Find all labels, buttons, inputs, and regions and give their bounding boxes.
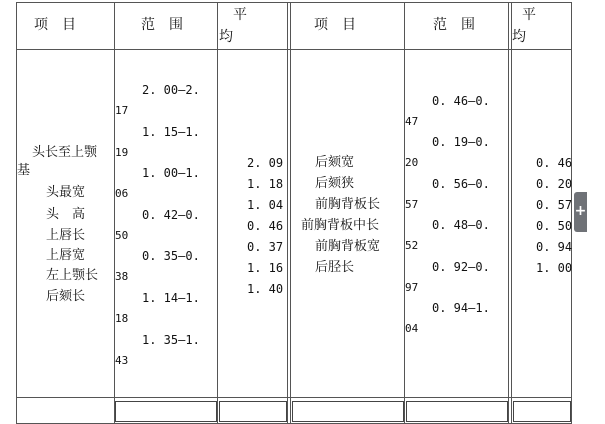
body-bottom-rule <box>16 397 571 398</box>
left-range-5: 1. 14—1. <box>142 291 200 305</box>
left-range-4: 0. 35—0. <box>142 249 200 263</box>
plus-icon: + <box>574 203 587 219</box>
header-bottom-rule <box>16 49 571 50</box>
right-range-0: 0. 46—0. <box>432 94 490 108</box>
right-range-1: 0. 19—0. <box>432 135 490 149</box>
left-range-6-tail: 43 <box>115 354 129 367</box>
right-avg-0: 0. 46 <box>536 156 573 170</box>
left-range-6: 1. 35—1. <box>142 333 200 347</box>
right-range-0-tail: 47 <box>405 115 419 128</box>
right-range-1-tail: 20 <box>405 156 419 169</box>
left-item-5: 左上颚长 <box>46 268 99 283</box>
left-avg-0: 2. 09 <box>247 156 284 170</box>
left-range-3-tail: 50 <box>115 229 129 242</box>
right-item-3: 前胸背板中长 <box>301 218 380 233</box>
col-border-3b <box>290 2 291 424</box>
right-range-4: 0. 92—0. <box>432 260 490 274</box>
footer-cell-range-right <box>406 401 508 422</box>
left-avg-4: 0. 37 <box>247 240 284 254</box>
right-range-3: 0. 48—0. <box>432 218 490 232</box>
left-item-3: 上唇长 <box>46 228 86 243</box>
right-item-4: 前胸背板宽 <box>315 239 381 254</box>
footer-cell-avg-left <box>219 401 287 422</box>
left-avg-1: 1. 18 <box>247 177 284 191</box>
header-avg-right-bottom: 均 <box>512 29 526 45</box>
right-item-0: 后颏宽 <box>315 155 355 170</box>
left-item-1: 头最宽 <box>46 185 86 200</box>
header-range-left: 范 围 <box>141 17 183 33</box>
header-avg-left-top: 平 <box>233 7 247 23</box>
header-avg-left-bottom: 均 <box>219 29 233 45</box>
header-range-right: 范 围 <box>433 17 475 33</box>
col-border-4 <box>404 2 405 424</box>
right-range-5-tail: 04 <box>405 322 419 335</box>
right-range-3-tail: 52 <box>405 239 419 252</box>
header-item-right: 项 目 <box>314 17 356 33</box>
left-range-4-tail: 38 <box>115 270 129 283</box>
right-range-4-tail: 97 <box>405 281 419 294</box>
right-avg-2: 0. 57 <box>536 198 573 212</box>
left-range-2: 1. 00—1. <box>142 166 200 180</box>
left-avg-2: 1. 04 <box>247 198 284 212</box>
right-range-2-tail: 57 <box>405 198 419 211</box>
footer-cell-range-left <box>115 401 217 422</box>
right-avg-5: 1. 00 <box>536 261 573 275</box>
table-top-border <box>16 2 571 3</box>
left-item-0-wrap: 基 <box>17 163 31 178</box>
footer-cell-avg-right <box>513 401 571 422</box>
col-border-6 <box>571 2 572 424</box>
col-border-5 <box>508 2 509 424</box>
left-range-3: 0. 42—0. <box>142 208 200 222</box>
col-border-5b <box>511 2 512 424</box>
right-range-5: 0. 94—1. <box>432 301 490 315</box>
left-avg-6: 1. 40 <box>247 282 284 296</box>
left-item-4: 上唇宽 <box>46 248 86 263</box>
right-avg-3: 0. 50 <box>536 219 573 233</box>
left-avg-3: 0. 46 <box>247 219 284 233</box>
right-item-2: 前胸背板长 <box>315 197 381 212</box>
right-item-1: 后颏狭 <box>315 176 355 191</box>
col-border-3 <box>287 2 288 424</box>
left-item-2: 头 高 <box>46 207 86 222</box>
left-range-0-tail: 17 <box>115 104 129 117</box>
left-avg-5: 1. 16 <box>247 261 284 275</box>
right-range-2: 0. 56—0. <box>432 177 490 191</box>
header-avg-right-top: 平 <box>522 7 536 23</box>
col-border-2 <box>217 2 218 424</box>
left-item-0: 头长至上颚 <box>32 145 98 160</box>
col-border-0 <box>16 2 17 424</box>
right-avg-1: 0. 20 <box>536 177 573 191</box>
right-item-5: 后胫长 <box>315 260 355 275</box>
header-item-left: 项 目 <box>34 17 76 33</box>
left-range-1: 1. 15—1. <box>142 125 200 139</box>
expand-side-button[interactable] <box>574 192 587 232</box>
left-range-1-tail: 19 <box>115 146 129 159</box>
left-range-5-tail: 18 <box>115 312 129 325</box>
left-range-0: 2. 00—2. <box>142 83 200 97</box>
right-avg-4: 0. 94 <box>536 240 573 254</box>
left-range-2-tail: 06 <box>115 187 129 200</box>
footer-cell-item-right <box>292 401 404 422</box>
left-item-6: 后颏长 <box>46 289 86 304</box>
